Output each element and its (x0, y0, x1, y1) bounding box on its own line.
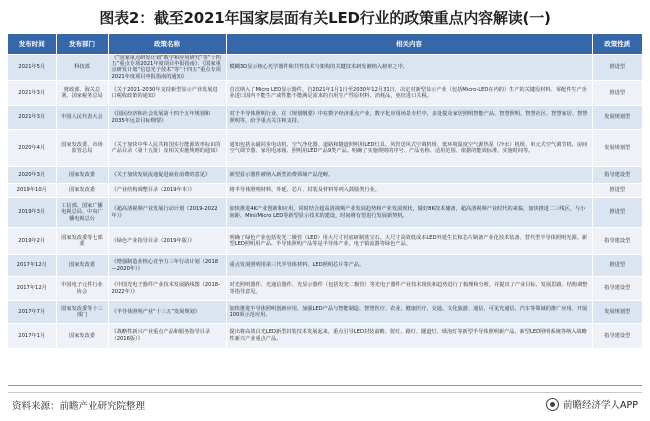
cell-date: 2017年1月 (8, 324, 56, 348)
cell-policy-name: 《战略性新兴产业重点产品和服务指导目录（2016版）》 (108, 324, 226, 348)
table-row (8, 228, 642, 255)
cell-content: 对光照明器件、光通信器件、光显示器件（包括发光二极管）等光电子器件产业技术现状和趋势进行了梳理和分析，并提出了产业目标、发展思路、结构调整等指导意见。 (226, 277, 592, 301)
cell-content: 新型显示器件被纳入新型消费领域产品范畴。 (226, 167, 592, 184)
header-department: 发布部门 (56, 34, 108, 54)
cell-content: 对于半导体照明行业，在《规划纲要》中在数字经济重点产业、数字化应用场景专栏中，多处提及家居照明智能产品、智慧照明、智慧社区、智慧家居、智慧照明等，给予重点关注和支持。 (226, 106, 592, 130)
cell-policy-type: 发展规划型 (592, 301, 642, 324)
cell-department: 国家发改委 (56, 184, 108, 198)
cell-content: 将半导体照明材料、外延、芯片、封装及材料等列入鼓励类行业。 (226, 184, 592, 198)
cell-policy-name: 《关于2021-2030年支持新型显示产业发展进口税收政策的通知》 (108, 81, 226, 106)
brand-name: 前瞻经济学人APP (563, 400, 638, 411)
cell-date: 2021年3月 (8, 81, 56, 106)
cell-policy-name: 《“国家重点研发计划“数学和应用研究”等“十四五”重点专项2021年度项目申报指南》、《国家重点研发计划“信息光子技术”等“十四五”重点专项2021年度项目申报指南的通知》 (108, 54, 226, 81)
cell-department: 中国电子元件行业协会 (56, 277, 108, 301)
cell-date: 2021年3月 (8, 106, 56, 130)
cell-policy-type: 指导建设型 (592, 277, 642, 301)
cell-department: 财政部、海关总署、国家税务总局 (56, 81, 108, 106)
table-row (8, 184, 642, 198)
cell-content: 通知包括永磁同步电动机、空气净化器、道路和隧道照明用LED灯具、风管送风式空调机组、低环境温度空气源热泵（冷水）机组、单元式空气调节机、房间空气调节器、家用电冰箱、照明用LED产品9类产品。明确了实施规则的序号、产品名称、适用范围、依据的能效标准、实施时间等。 (226, 130, 592, 167)
cell-date: 2020年4月 (8, 130, 56, 167)
header-content: 相关内容 (226, 34, 592, 54)
header-policy-type: 政策性质 (604, 40, 631, 49)
cell-date: 2017年12月 (8, 255, 56, 277)
cell-policy-type: 发展规划型 (592, 130, 642, 167)
table-row (8, 301, 642, 324)
cell-department: 国家发改委等十三部门 (56, 301, 108, 324)
cell-content: 首次纳入了Micro LED显示器件。自2021年1月1日至2030年12月31日，决定对新型显示产业（包括Micro-LED在内的）生产的关键原材料、零配件生产企业进口国内不能生产或性能不能满足需求的自用生产性原材料、消耗品，免征进口关税。 (226, 81, 592, 106)
cell-policy-name: 《超高清视频产业发展行动计划（2019-2022年）》 (108, 198, 226, 228)
cell-date: 2017年7月 (8, 301, 56, 324)
cell-department: 国家发改委、市场监管总局 (56, 130, 108, 167)
table-row (8, 106, 642, 130)
cell-policy-type: 指导建设型 (592, 324, 642, 348)
cell-content: 模糊3D显示核心光学器件和共性技术与架构的关键技术研发被纳入榜单之中。 (226, 54, 592, 81)
table-body (8, 54, 642, 348)
cell-content: 重点发展照明用第三代半导体材料，LED照明芯片等产品。 (226, 255, 592, 277)
cell-department: 国家发改委 (56, 255, 108, 277)
cell-policy-name: 《关于加快中华人民共和国实行能源效率标识的产品目录（第十五批）及相关实施规则的通知》 (108, 130, 226, 167)
cell-date: 2019年3月 (8, 198, 56, 228)
cell-date: 2020年3月 (8, 167, 56, 184)
cell-department: 国家发改委 (56, 324, 108, 348)
cell-department: 国家发改委 (56, 167, 108, 184)
cell-content: 加快推进半导体照明创新应用，加强LED产品与智能制造、智慧医疗、农业、健康医疗、交通、文化旅游、通信、可见光通信、汽车等领域的推广应用，开展100项示范应用。 (226, 301, 592, 324)
cell-policy-type: 推进型 (592, 81, 642, 106)
cell-content: 加快推进4K产业创新和应用，同时结合超高清视频产业发展趋势和产业发展现状，做好8K技术储备，超高清视频产业时代的来临，加快推进二三线区，与小间距、Mini/Micro LED等新型显示技术的建设，时间将有望进行发展新契机。 (226, 198, 592, 228)
cell-content: 明确了绿色产业包括发光二极管（LED）用大尺寸衬底研制蓝宝石、大尺寸高效低成本LED外延生长和芯片制备产业化技术装备、替代型半导体照明光源、新型LED照明用产品、半导体照明产品等是半导体产业、电子镇流器等绿色产品。 (226, 228, 592, 255)
cell-policy-name: 《关于加快发展流通促进商业消费的意见》 (108, 167, 226, 184)
table-row (8, 277, 642, 301)
source-note: 资料来源：前瞻产业研究院整理 (12, 401, 146, 412)
brand-mark (546, 397, 638, 411)
cell-policy-type: 推进型 (592, 255, 642, 277)
cell-content: 提出将高效白光LED新型封装技术发展起来，重点引导LED封装前瞻、射灯、路灯、隧道灯、球泡灯等新型半导体照明新产品，新型LED照明系统等纳入战略性新兴产业重点产品。 (226, 324, 592, 348)
table-row (8, 198, 642, 228)
header-policy-name: 政策名称 (108, 34, 226, 54)
cell-policy-name: 《产业结构调整目录（2019年本）》 (108, 184, 226, 198)
cell-policy-name: 《增强制造业核心竞争力三年行动计划（2018—2020年）》 (108, 255, 226, 277)
cell-policy-name: 《半导体照明产业“十三五”发展规划》 (108, 301, 226, 324)
cell-policy-type: 推进型 (592, 184, 642, 198)
table-row (8, 130, 642, 167)
cell-department: 科技部 (56, 54, 108, 81)
cell-department: 国家发改委等七部委 (56, 228, 108, 255)
cell-date: 2019年2月 (8, 228, 56, 255)
table-row (8, 167, 642, 184)
table-row (8, 54, 642, 81)
policy-table (8, 34, 642, 348)
footer-divider (8, 392, 642, 393)
header-date: 发布时间 (8, 34, 56, 54)
policy-table-container (8, 34, 642, 386)
table-row (8, 324, 642, 348)
cell-department: 中国人民代表大会 (56, 106, 108, 130)
cell-policy-type: 指导建设型 (592, 228, 642, 255)
cell-department: 工信部、国家广播电视总局、中央广播电视总台 (56, 198, 108, 228)
cell-date: 2021年5月 (8, 54, 56, 81)
table-header (8, 34, 642, 54)
cell-policy-name: 《中国光电子器件产业技术发展路线图（2018-2022年）》 (108, 277, 226, 301)
cell-policy-type: 推进型 (592, 198, 642, 228)
cell-date: 2019年10月 (8, 184, 56, 198)
cell-policy-type: 发展规划型 (592, 106, 642, 130)
brand-logo-icon (546, 398, 559, 411)
cell-policy-name: 《国民经济和社会发展第十四个五年规划和2035年远景目标纲要》 (108, 106, 226, 130)
table-row (8, 255, 642, 277)
cell-policy-name: 《绿色产业指导目录（2019年版）》 (108, 228, 226, 255)
cell-policy-type: 指导建设型 (592, 167, 642, 184)
table-row (8, 81, 642, 106)
cell-date: 2017年12月 (8, 277, 56, 301)
cell-policy-type: 推进型 (592, 54, 642, 81)
chart-title: 图表2：截至2021年国家层面有关LED行业的政策重点内容解读(一) (99, 9, 551, 27)
